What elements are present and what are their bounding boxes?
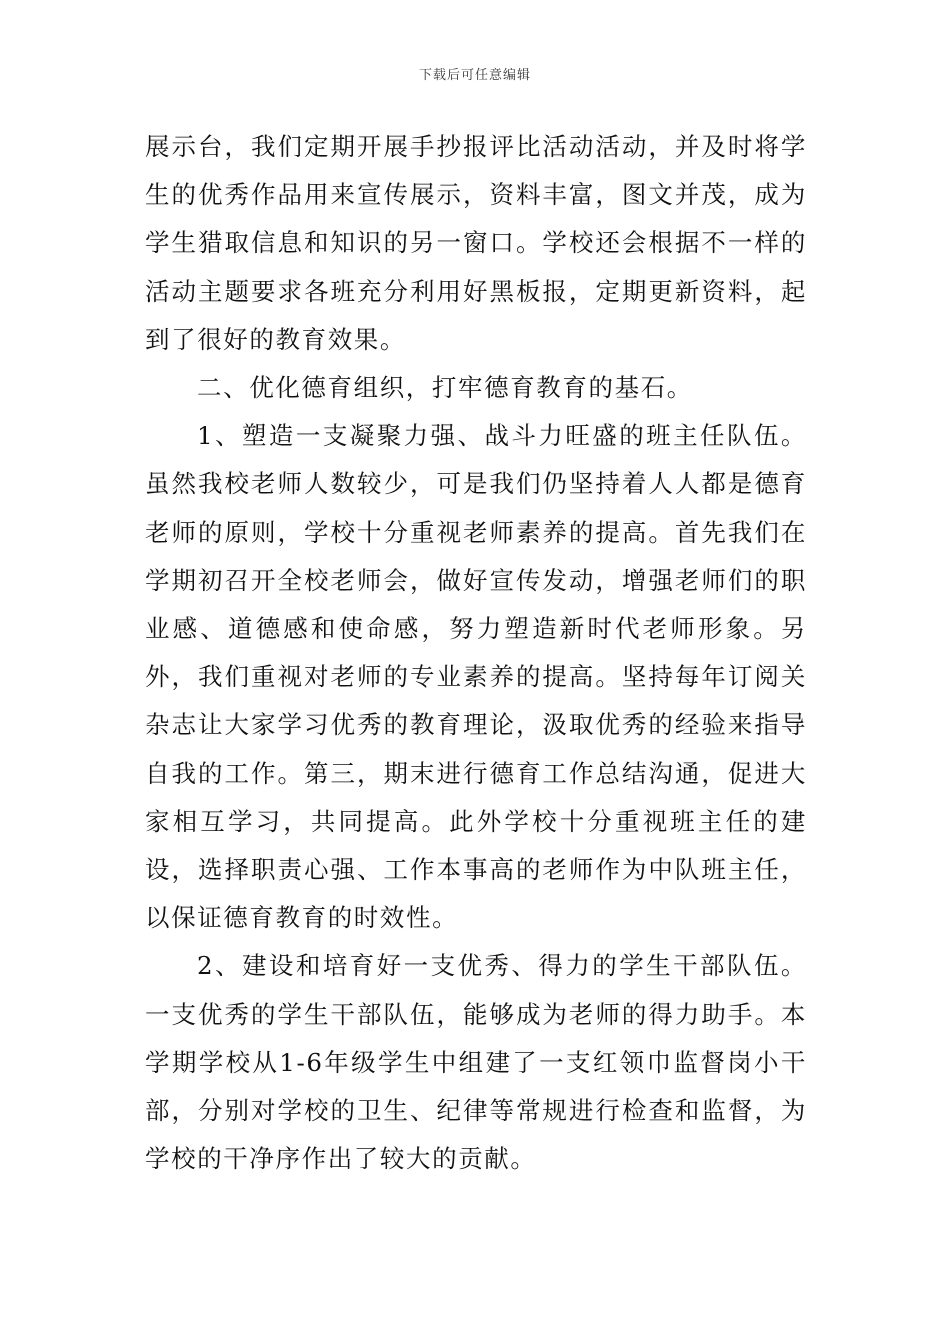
section-heading-two: 二、优化德育组织，打牢德育教育的基石。 [197,373,693,403]
paragraph-continuation: 展示台，我们定期开展手抄报评比活动活动，并及时将学生的优秀作品用来宣传展示，资料丰富，图文并茂，成为学生猎取信息和知识的另一窗口。学校还会根据不一样的活动主题要求各班充分利用好黑板报，定期更新资料，起到了很好的教育效果。 [145,132,807,354]
document-body [145,123,807,1183]
paragraph-item-1: 1、塑造一支凝聚力强、战斗力旺盛的班主任队伍。虽然我校老师人数较少，可是我们仍坚持着人人都是德育老师的原则，学校十分重视老师素养的提高。首先我们在学期初召开全校老师会，做好宣传发动，增强老师们的职业感、道德感和使命感，努力塑造新时代老师形象。另外，我们重视对老师的专业素养的提高。坚持每年订阅关杂志让大家学习优秀的教育理论，汲取优秀的经验来指导自我的工作。第三，期末进行德育工作总结沟通，促进大家相互学习，共同提高。此外学校十分重视班主任的建设，选择职责心强、工作本事高的老师作为中队班主任，以保证德育教育的时效性。 [145,421,807,933]
paragraph-item-2: 2、建设和培育好一支优秀、得力的学生干部队伍。一支优秀的学生干部队伍，能够成为老师的得力助手。本学期学校从1-6年级学生中组建了一支红领巾监督岗小干部，分别对学校的卫生、纪律等常规进行检查和监督，为学校的干净序作出了较大的贡献。 [145,951,807,1174]
page-header-note: 下载后可任意编辑 [418,68,531,83]
